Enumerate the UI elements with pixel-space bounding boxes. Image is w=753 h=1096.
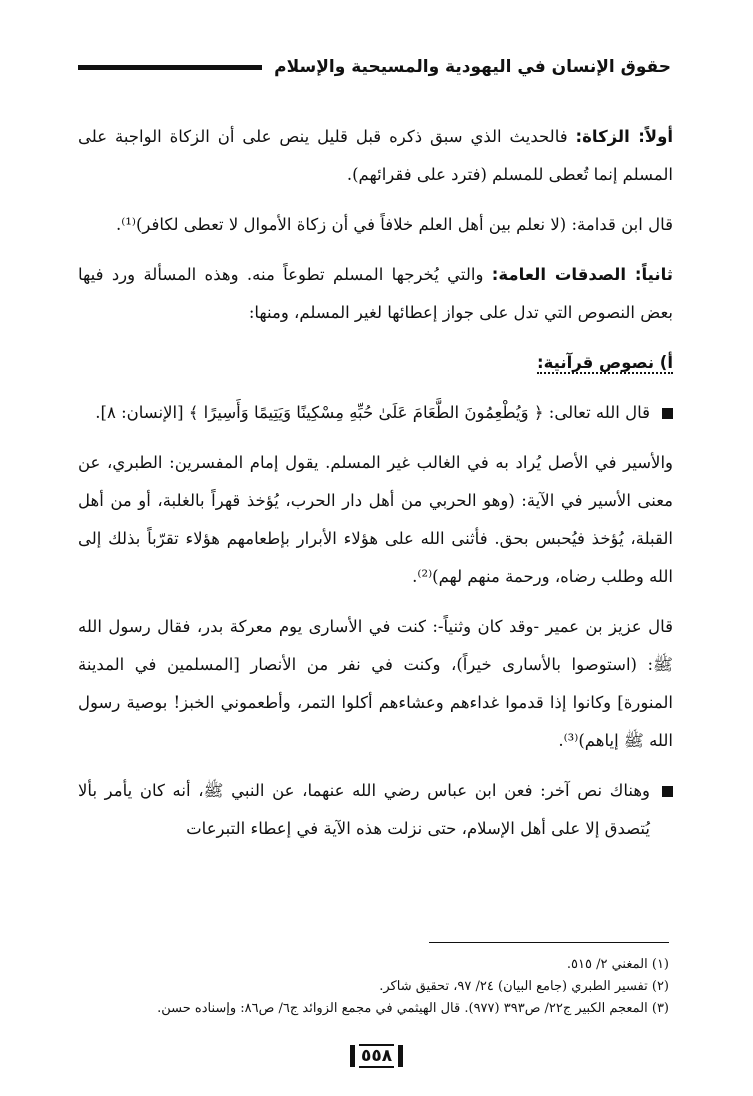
body-text — [78, 118, 673, 860]
paragraph-text: فالحديث الذي سبق ذكره قبل قليل ينص على أن الزكاة الواجبة على المسلم إنما تُعطى للمسلم (فترد على فقرائهم). — [78, 127, 673, 184]
paragraph-text: قال الله تعالى: ﴿ وَيُطْعِمُونَ الطَّعَامَ عَلَىٰ حُبِّهِ مِسْكِينًا وَيَتِيمًا وَأَسِيرًا ﴾ [الإنسان: ٨]. — [95, 403, 650, 422]
paragraph-captive-meaning — [78, 444, 673, 596]
paragraph-ibn-qudama — [78, 206, 673, 244]
page-number-box — [350, 1044, 403, 1068]
paragraph-lead: أولاً: الزكاة: — [575, 127, 673, 146]
page-number-bar-icon — [398, 1045, 403, 1067]
page-number-area — [0, 1044, 753, 1068]
running-header-title: حقوق الإنسان في اليهودية والمسيحية والإسلام — [274, 57, 671, 77]
footnote-separator — [429, 942, 669, 943]
running-header — [78, 52, 671, 82]
paragraph-text: وهناك نص آخر: فعن ابن عباس رضي الله عنهما، عن النبي ﷺ، أنه كان يأمر بألا يُتصدق إلا على أهل الإسلام، حتى نزلت هذه الآية في إعطاء التبرعات — [78, 781, 650, 838]
bullet-paragraph-verse — [78, 394, 673, 432]
footnote-2: (٢) تفسير الطبري (جامع البيان) ٢٤/ ٩٧، تحقيق شاكر. — [379, 979, 669, 994]
page-number-bar-icon — [350, 1045, 355, 1067]
page-number: ٥٥٨ — [360, 1046, 393, 1066]
paragraph-zakat — [78, 118, 673, 194]
footnotes — [80, 954, 669, 1020]
paragraph-text: قال عزيز بن عمير -وقد كان وثنياً-: كنت في الأسارى يوم معركة بدر، فقال رسول الله ﷺ: (استوصوا بالأسارى خيراً)، وكنت في نفر من الأنصار [المسلمين في المدينة المنورة] وكانوا إذا قدموا غداءهم وعشاءهم أكلوا التمر، وأطعموني الخبز! بوصية رسول الله ﷺ إياهم)⁽³⁾. — [78, 617, 673, 750]
footnote-3: (٣) المعجم الكبير ج٢٢/ ص٣٩٣ (٩٧٧). قال الهيثمي في مجمع الزوائد ج٦/ ص٨٦: وإسناده حسن. — [157, 1001, 669, 1016]
section-heading-text: أ) نصوص قرآنية: — [537, 353, 673, 372]
paragraph-text: والتي يُخرجها المسلم تطوعاً منه. وهذه المسألة ورد فيها بعض النصوص التي تدل على جواز إعطائها لغير المسلم، ومنها: — [78, 265, 673, 322]
paragraph-general-charity — [78, 256, 673, 332]
section-heading-quranic-texts — [78, 344, 673, 382]
footnote-1: (١) المغني ٢/ ٥١٥. — [566, 957, 669, 972]
paragraph-aziz-bin-umair — [78, 608, 673, 760]
header-rule — [78, 65, 262, 70]
square-bullet-icon — [662, 786, 673, 797]
paragraph-lead: ثانياً: الصدقات العامة: — [491, 265, 673, 284]
paragraph-text: والأسير في الأصل يُراد به في الغالب غير المسلم. يقول إمام المفسرين: الطبري، عن معنى الأسير في الآية: (وهو الحربي من أهل دار الحرب، يُؤخذ قهراً بالغلبة، أو من أهل القبلة، يُؤخذ فيُحبس بحق. فأثنى الله على هؤلاء الأبرار بإطعامهم هؤلاء تقرّباً بذلك إلى الله وطلب رضاه، ورحمة منهم لهم)⁽²⁾. — [78, 453, 673, 586]
square-bullet-icon — [662, 408, 673, 419]
bullet-paragraph-ibn-abbas — [78, 772, 673, 848]
paragraph-text: قال ابن قدامة: (لا نعلم بين أهل العلم خلافاً في أن زكاة الأموال لا تعطى لكافر)⁽¹⁾. — [115, 215, 673, 234]
